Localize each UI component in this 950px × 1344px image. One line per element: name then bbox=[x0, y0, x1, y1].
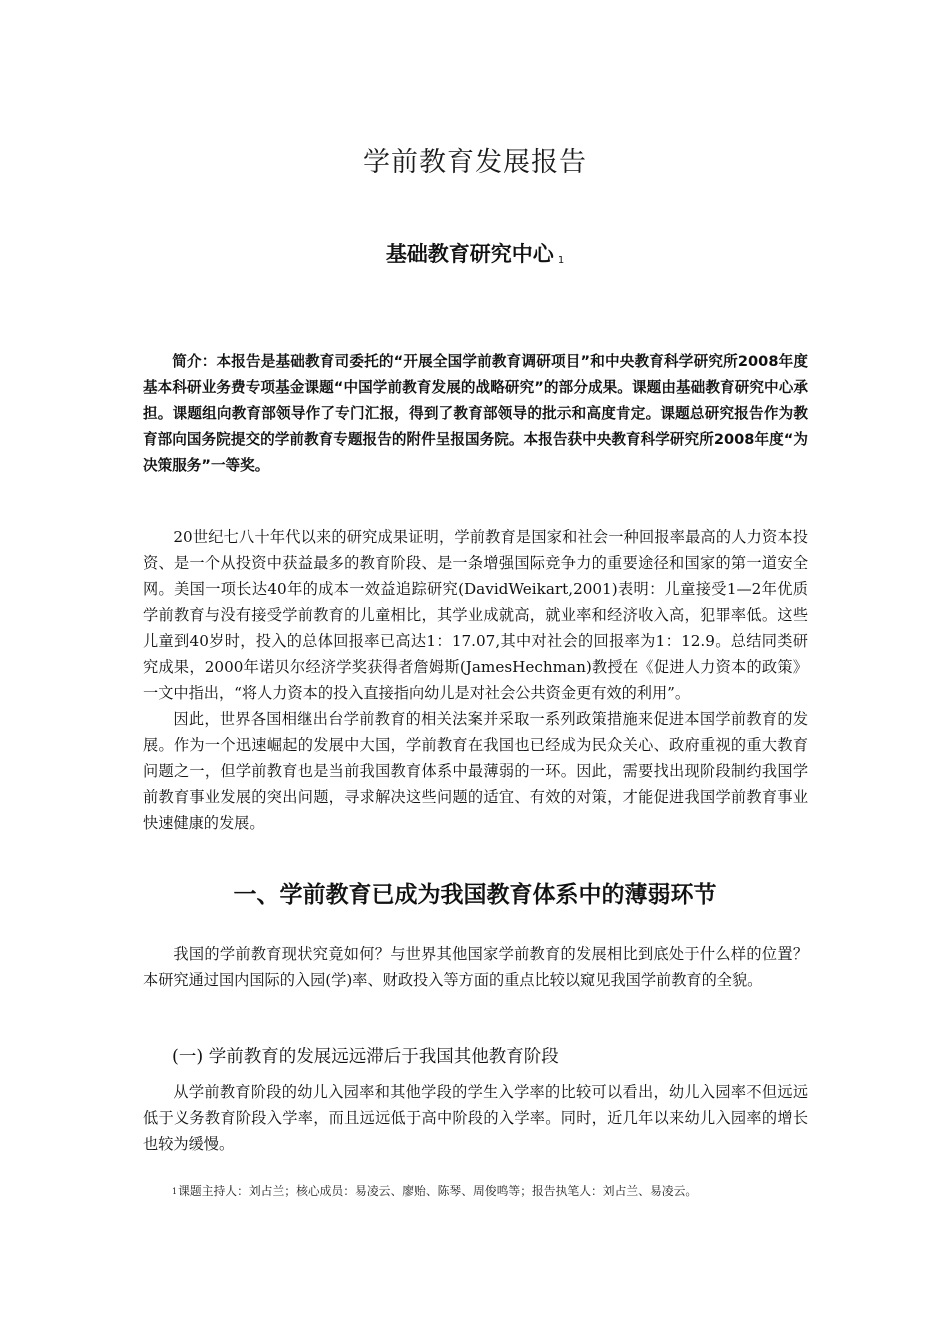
intro-paragraph-1: 20世纪七八十年代以来的研究成果证明，学前教育是国家和社会一种回报率最高的人力资本投资、是一个从投资中获益最多的教育阶段、是一条增强国际竞争力的重要途径和国家的第一道安全网。美国一项长达40年的成本一效益追踪研究(DavidWeikart,2001)表明：儿童接受1—2年优质学前教育与没有接受学前教育的儿童相比，其学业成就高，就业率和经济收入高，犯罪率低。这些儿童到40岁时，投入的总体回报率已高达1：17.07,其中对社会的回报率为1：12.9。总结同类研究成果，2000年诺贝尔经济学奖获得者詹姆斯(JamesHechman)教授在《促进人力资本的政策》一文中指出，“将人力资本的投入直接指向幼儿是对社会公共资金更有效的利用”。 bbox=[143, 528, 808, 702]
subsection-heading: (一) 学前教育的发展远远滞后于我国其他教育阶段 bbox=[172, 1047, 559, 1067]
abstract-paragraph: 简介：本报告是基础教育司委托的“开展全国学前教育调研项目”和中央教育科学研究所2008年度基本科研业务费专项基金课题“中国学前教育发展的战略研究”的部分成果。课题由基础教育研究中心承担。课题组向教育部领导作了专门汇报，得到了教育部领导的批示和高度肯定。课题总研究报告作为教育部向国务院提交的学前教育专题报告的附件呈报国务院。本报告获中央教育科学研究所2008年度“为决策服务”一等奖。 bbox=[143, 353, 808, 474]
section-1-body bbox=[143, 941, 808, 993]
document-title: 学前教育发展报告 bbox=[363, 147, 587, 178]
author-footnote-mark: 1 bbox=[557, 255, 565, 266]
footnote-text: 课题主持人：刘占兰；核心成员：易凌云、廖贻、陈琴、周俊鸣等；报告执笔人：刘占兰、易凌云。 bbox=[178, 1184, 698, 1198]
subsection-paragraph: 从学前教育阶段的幼儿入园率和其他学段的学生入学率的比较可以看出，幼儿入园率不但远远低于义务教育阶段入学率，而且远远低于高中阶段的入学率。同时，近几年以来幼儿入园率的增长也较为缓慢。 bbox=[143, 1083, 808, 1153]
footnote-mark: 1 bbox=[172, 1187, 178, 1196]
author-name: 基础教育研究中心 bbox=[385, 242, 554, 266]
intro-block bbox=[143, 524, 808, 836]
abstract-block bbox=[143, 349, 808, 479]
section-1-heading: 一、学前教育已成为我国教育体系中的薄弱环节 bbox=[233, 882, 717, 908]
author-line bbox=[0, 238, 950, 268]
section-1-paragraph: 我国的学前教育现状究竟如何？与世界其他国家学前教育的发展相比到底处于什么样的位置？本研究通过国内国际的入园(学)率、财政投入等方面的重点比较以窥见我国学前教育的全貌。 bbox=[143, 945, 808, 989]
footnote bbox=[172, 1182, 697, 1199]
subsection-body bbox=[143, 1079, 808, 1157]
intro-paragraph-2: 因此，世界各国相继出台学前教育的相关法案并采取一系列政策措施来促进本国学前教育的发展。作为一个迅速崛起的发展中大国，学前教育在我国也已经成为民众关心、政府重视的重大教育问题之一，但学前教育也是当前我国教育体系中最薄弱的一环。因此，需要找出现阶段制约我国学前教育事业发展的突出问题，寻求解决这些问题的适宜、有效的对策，才能促进我国学前教育事业快速健康的发展。 bbox=[143, 710, 808, 832]
